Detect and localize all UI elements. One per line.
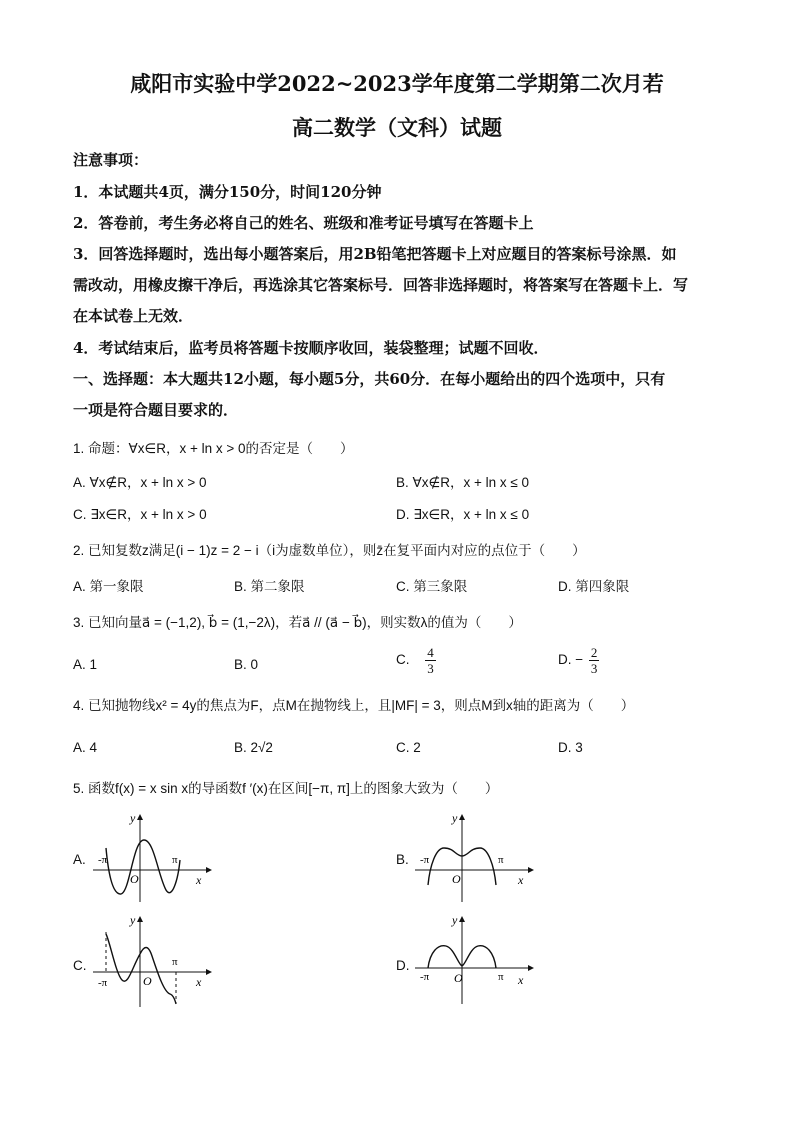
axis-label-y: y — [130, 811, 136, 825]
note-3c: 在本试卷上无效． — [73, 307, 194, 325]
question-3-option-d-label: D. − — [558, 652, 584, 668]
axis-label-x: x — [196, 975, 202, 989]
question-4-option-b[interactable]: B. 2√2 — [234, 740, 273, 755]
question-3-option-a[interactable]: A. 1 — [73, 657, 98, 672]
origin-label: O — [143, 974, 152, 988]
denominator: 3 — [427, 661, 434, 676]
question-2-stem: 2. 已知复数z满足(i − 1)z = 2 − i（i为虚数单位），则z̄在复平面内对应的点位于（ ） — [73, 543, 586, 558]
question-4-option-d[interactable]: D. 3 — [558, 740, 583, 755]
graph-option-d[interactable] — [410, 912, 540, 1012]
question-5-option-d-label[interactable]: D. — [396, 958, 410, 973]
y-axis-arrow-icon — [459, 814, 465, 820]
tick-label-neg-pi: -π — [98, 977, 108, 989]
question-3-option-c-label: C. — [396, 652, 410, 668]
axis-label-x: x — [518, 873, 524, 887]
numerator: 2 — [590, 645, 598, 660]
question-3-option-b[interactable]: B. 0 — [234, 657, 259, 672]
y-axis-arrow-icon — [137, 916, 143, 922]
tick-label-pi: π — [172, 956, 178, 968]
section-heading-2: 一项是符合题目要求的． — [73, 401, 239, 419]
y-axis-arrow-icon — [137, 814, 143, 820]
graph-option-a[interactable] — [88, 810, 218, 905]
fraction — [589, 645, 600, 676]
x-axis-arrow-icon — [206, 867, 212, 873]
graph-option-c[interactable] — [88, 912, 218, 1012]
note-3a: 3．回答选择题时，选出每小题答案后，用2B铅笔把答题卡上对应题目的答案标号涂黑．如 — [73, 245, 677, 263]
question-3-option-d[interactable] — [558, 645, 599, 676]
question-2-option-b[interactable]: B. 第二象限 — [234, 579, 305, 594]
origin-label: O — [452, 872, 461, 886]
y-axis-arrow-icon — [459, 916, 465, 922]
question-4-option-c[interactable]: C. 2 — [396, 740, 421, 755]
note-1: 1．本试题共4页，满分150分，时间120分钟 — [73, 183, 382, 201]
axis-label-y: y — [130, 913, 136, 927]
question-1-option-d[interactable]: D. ∃x∈R，x + ln x ≤ 0 — [396, 507, 530, 522]
question-1-option-c[interactable]: C. ∃x∈R，x + ln x > 0 — [73, 507, 207, 522]
x-axis-arrow-icon — [528, 965, 534, 971]
curve — [106, 840, 180, 894]
axis-label-y: y — [452, 913, 458, 927]
axis-label-y: y — [452, 811, 458, 825]
question-1-stem: 1. 命题：∀x∈R，x + ln x > 0的否定是（ ） — [73, 441, 354, 456]
tick-label-pi: π — [172, 854, 178, 866]
question-4-option-a[interactable]: A. 4 — [73, 740, 98, 755]
section-heading-1: 一、选择题：本大题共12小题，每小题5分，共60分．在每小题给出的四个选项中，只有 — [73, 370, 666, 388]
question-5-option-a-label[interactable]: A. — [73, 852, 86, 867]
question-4-stem: 4. 已知抛物线x² = 4y的焦点为F，点M在抛物线上，且|MF| = 3，则点M到x轴的距离为（ ） — [73, 698, 635, 713]
tick-label-pi: π — [498, 854, 504, 866]
x-axis-arrow-icon — [206, 969, 212, 975]
question-3-stem: 3. 已知向量a⃗ = (−1,2), b⃗ = (1,−2λ)，若a⃗ // (a⃗ − b⃗)，则实数λ的值为（ ） — [73, 615, 522, 630]
axis-label-x: x — [196, 873, 202, 887]
page-title-line2: 高二数学（文科）试题 — [292, 115, 502, 140]
tick-label-pi: π — [498, 971, 504, 983]
fraction — [425, 645, 436, 676]
denominator: 3 — [590, 661, 598, 676]
tick-label-neg-pi: -π — [420, 971, 430, 983]
tick-label-neg-pi: -π — [98, 854, 108, 866]
question-5-stem: 5. 函数f(x) = x sin x的导函数f ′(x)在区间[−π, π]上的图象大致为（ ） — [73, 781, 499, 796]
question-5-option-c-label[interactable]: C. — [73, 958, 87, 973]
question-1-option-b[interactable]: B. ∀x∉R，x + ln x ≤ 0 — [396, 475, 530, 490]
curve — [106, 934, 176, 1004]
axis-label-x: x — [518, 973, 524, 987]
tick-label-neg-pi: -π — [420, 854, 430, 866]
page-title-line1: 咸阳市实验中学2022~2023学年度第二学期第二次月若 — [130, 71, 664, 96]
question-5-option-b-label[interactable]: B. — [396, 852, 409, 867]
origin-label: O — [130, 872, 139, 886]
question-1-option-a[interactable]: A. ∀x∉R，x + ln x > 0 — [73, 475, 207, 490]
note-3b: 需改动，用橡皮擦干净后，再选涂其它答案标号．回答非选择题时，将答案写在答题卡上．写 — [73, 276, 689, 294]
note-4: 4．考试结束后，监考员将答题卡按顺序收回，装袋整理；试题不回收． — [73, 339, 549, 357]
question-3-option-c[interactable] — [396, 645, 436, 676]
question-2-option-a[interactable]: A. 第一象限 — [73, 579, 144, 594]
origin-label: O — [454, 971, 463, 985]
graph-option-b[interactable] — [410, 810, 540, 905]
notes-heading: 注意事项： — [73, 151, 149, 169]
x-axis-arrow-icon — [528, 867, 534, 873]
question-2-option-d[interactable]: D. 第四象限 — [558, 579, 630, 594]
question-2-option-c[interactable]: C. 第三象限 — [396, 579, 468, 594]
note-2: 2．答卷前，考生务必将自己的姓名、班级和准考证号填写在答题卡上 — [73, 214, 534, 232]
numerator: 4 — [427, 645, 434, 660]
